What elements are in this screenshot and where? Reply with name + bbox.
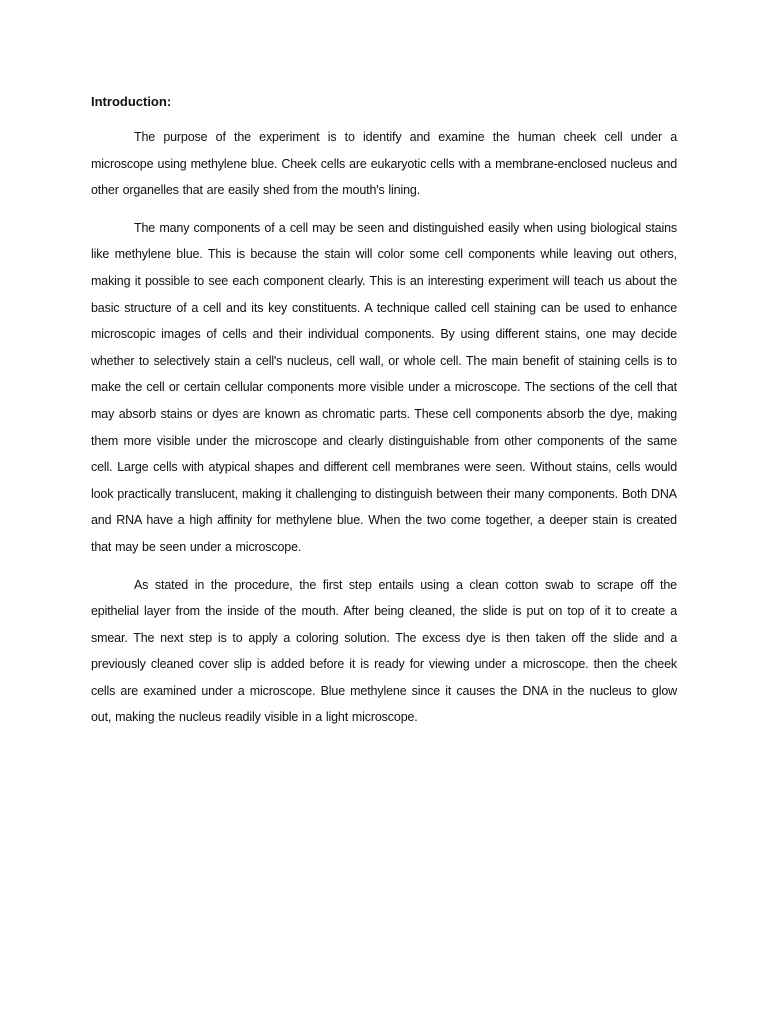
paragraph-procedure: As stated in the procedure, the first step entails using a clean cotton swab to scrape off the epithelial layer from the inside of the mouth. After being cleaned, the slide is put on top of it to create a smear. The next step is to apply a coloring solution. The excess dye is then taken off the slide and a previously cleaned cover slip is added before it is ready for viewing under a microscope. then the cheek cells are examined under a microscope. Blue methylene since it causes the DNA in the nucleus to glow out, making the nucleus readily visible in a light microscope. (91, 577, 677, 725)
document-page (91, 93, 677, 742)
paragraph-purpose: The purpose of the experiment is to identify and examine the human cheek cell under a microscope using methylene blue. Cheek cells are eukaryotic cells with a membrane-enclosed nucleus and other organelles that are easily shed from the mouth's lining. (91, 130, 677, 198)
section-heading: Introduction: (91, 94, 172, 109)
paragraph-staining: The many components of a cell may be seen and distinguished easily when using biological stains like methylene blue. This is because the stain will color some cell components while leaving out others, making it possible to see each component clearly. This is an interesting experiment will teach us about the basic structure of a cell and its key constituents. A technique called cell staining can be used to enhance microscopic images of cells and their individual components. By using different stains, one may decide whether to selectively stain a cell's nucleus, cell wall, or whole cell. The main benefit of staining cells is to make the cell or certain cellular components more visible under a microscope. The sections of the cell that may absorb stains or dyes are known as chromatic parts. These cell components absorb the dye, making them more visible under the microscope and clearly distinguishable from other components of the same cell. Large cells with atypical shapes and different cell membranes were seen. Without stains, cells would look practically translucent, making it challenging to distinguish between their many components. Both DNA and RNA have a high affinity for methylene blue. When the two come together, a deeper stain is created that may be seen under a microscope. (91, 220, 677, 554)
